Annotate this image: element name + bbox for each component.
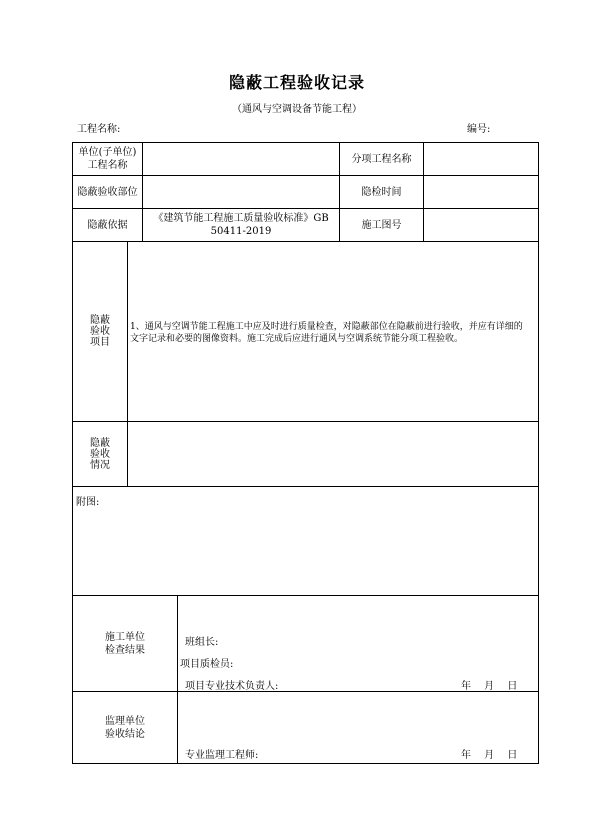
supervisor-date: 年 月 日 [461, 750, 518, 761]
items-content-line1: 1、通风与空调节能工程施工中应及时进行质量检查，对隐蔽部位在隐蔽前进行验收，并应有详细的 [130, 322, 523, 332]
project-name-label: 工程名称: [77, 124, 121, 135]
row-divider [72, 486, 539, 487]
items-label [73, 242, 127, 421]
situation-label [73, 422, 127, 486]
items-label-char: 项目 [90, 337, 110, 348]
basis-value-line2: 50411-2019 [210, 226, 272, 237]
attachment-label: 附图: [76, 497, 100, 508]
col-divider [177, 595, 178, 764]
basis-value-line1: 《建筑节能工程施工质量验收标准》GB [153, 213, 329, 224]
contractor-label-line2: 检查结果 [105, 644, 145, 656]
situation-label-char: 验收 [90, 448, 110, 460]
document-subtitle: （通风与空调设备节能工程） [232, 104, 362, 115]
subproject-value[interactable] [424, 143, 538, 175]
drawing-no-label: 施工图号 [361, 219, 402, 231]
inspection-time-value[interactable] [424, 176, 538, 208]
unit-name-label-line2: 工程名称 [87, 160, 128, 171]
basis-value [143, 209, 339, 241]
number-label: 编号: [467, 124, 491, 135]
inspection-time-label: 隐检时间 [361, 186, 402, 198]
document-title: 隐蔽工程验收记录 [228, 73, 365, 92]
contractor-label [73, 596, 177, 691]
unit-name-value[interactable] [143, 143, 339, 175]
supervisor-engineer-label: 专业监理工程师: [185, 750, 259, 761]
drawing-no-value[interactable] [424, 209, 538, 241]
items-label-char: 验收 [90, 326, 110, 337]
items-content-line2: 文字记录和必要的图像资料。施工完成后应进行通风与空调系统节能分项工程验收。 [130, 334, 464, 344]
table-border-bottom [72, 763, 539, 764]
team-leader-label: 班组长: [185, 637, 219, 648]
unit-name-label-line1: 单位(子单位) [78, 147, 137, 158]
table-border-right [538, 142, 539, 764]
items-label-char: 隐蔽 [90, 315, 110, 326]
basis-label: 隐蔽依据 [87, 219, 128, 231]
supervisor-label [73, 692, 177, 763]
unit-name-label [73, 143, 142, 175]
subproject-label: 分项工程名称 [351, 153, 412, 165]
contractor-date: 年 月 日 [461, 681, 518, 692]
supervisor-label-line1: 监理单位 [105, 715, 145, 727]
supervisor-label-line2: 验收结论 [105, 728, 145, 740]
concealed-part-label: 隐蔽验收部位 [77, 186, 138, 198]
tech-lead-label: 项目专业技术负责人: [185, 681, 279, 692]
situation-label-char: 情况 [90, 459, 110, 471]
contractor-label-line1: 施工单位 [105, 631, 145, 643]
situation-value[interactable] [128, 422, 538, 486]
situation-label-char: 隐蔽 [90, 437, 110, 449]
concealed-part-value[interactable] [143, 176, 339, 208]
items-content [130, 321, 536, 345]
quality-inspector-label: 项目质检员: [180, 659, 234, 670]
